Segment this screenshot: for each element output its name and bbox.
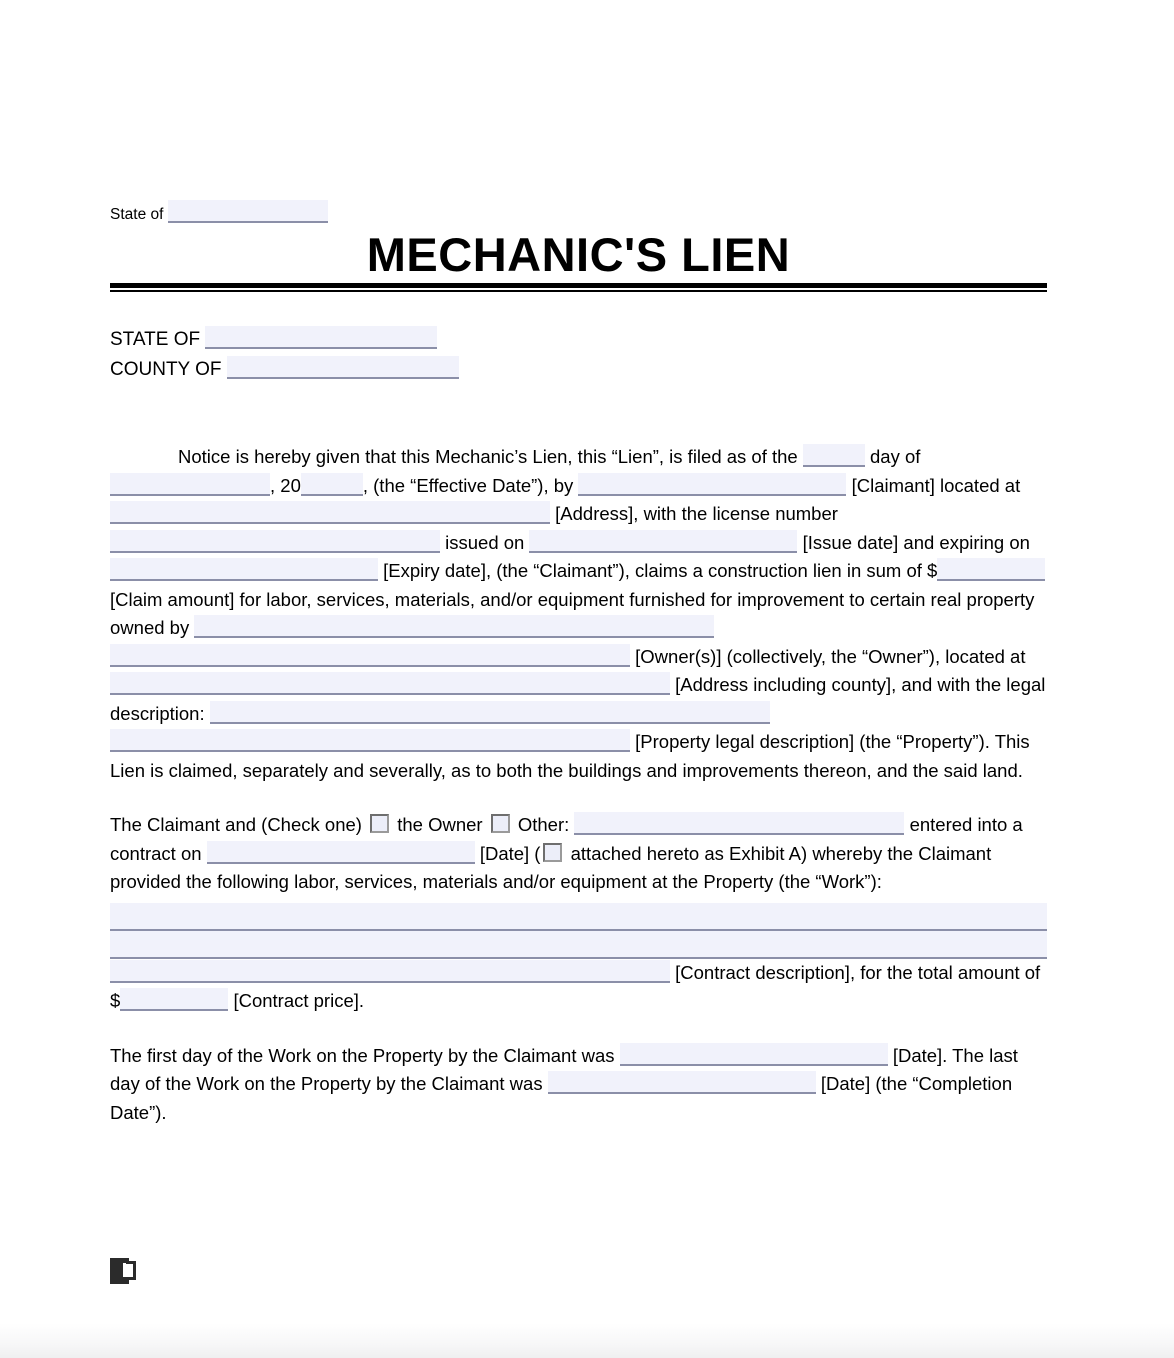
state-of-field-label: STATE OF [110,329,201,350]
page-title: MECHANIC'S LIEN [366,228,791,281]
county-of-input[interactable] [227,356,459,379]
checkbox-owner-label: the Owner [397,814,483,835]
issue-date-field[interactable] [529,530,797,553]
checkbox-owner[interactable] [370,814,389,833]
contract-text-6: [Contract description], for the total amount [675,961,1020,983]
checkbox-exhibit-attached[interactable] [543,843,562,862]
filing-month-field[interactable] [110,473,270,496]
notice-text-13: [Claim amount] for labor, services, materials, and/or equipment furnished for [110,588,733,610]
work-description-lines [110,903,1047,959]
contract-description-paragraph [110,959,1047,1016]
notice-text-8: issued on [445,531,525,553]
notice-text-2: day of [870,446,921,467]
notice-text-16: [Address including county], and with [675,674,971,695]
work-description-line-2[interactable] [110,931,1047,959]
notice-text-17: the legal description: [110,674,1046,724]
owner-name-field[interactable] [194,615,714,638]
contract-paragraph [110,811,1047,897]
owner-address-field[interactable] [110,672,670,695]
contract-text-5: whereby the Claimant provided the following labor, services, materials and/or equipment at the Property (the “Work”): [110,842,992,892]
notice-text-9: [Issue date] and [802,531,935,553]
checkbox-other[interactable] [491,814,510,833]
claimant-name-field[interactable] [578,473,846,496]
contract-text-7: of $ [110,961,1041,1011]
county-of-field-label: COUNTY OF [110,359,222,380]
contract-text-4: attached hereto as Exhibit A) [570,842,808,864]
notice-text-6: at [1004,474,1021,496]
last-work-day-field[interactable] [548,1071,816,1094]
state-of-input[interactable] [205,326,437,349]
owner-name-field-continued[interactable] [110,644,630,667]
notice-text-14: improvement to certain real property owned by [110,588,1035,638]
legal-description-field[interactable] [210,701,770,724]
filing-day-field[interactable] [803,444,865,467]
notice-text-4: , (the “Effective Date”), by [362,474,574,496]
contract-price-field[interactable] [120,988,228,1011]
checkbox-other-label: Other: [517,814,570,835]
other-party-field[interactable] [574,812,904,835]
claim-amount-field[interactable] [937,558,1045,581]
notice-text-11: [Expiry date], (the “Claimant”), claims a construction lien in [383,560,862,581]
contract-text-3: [Date] ( [479,842,541,864]
dates-text-4: [Date] [820,1073,871,1094]
state-of-label: State of [110,206,164,223]
county-of-row [110,355,459,385]
notice-text-19: This Lien is claimed, separately and severally, as to both the buildings and improvements thereon, and the said land. [110,731,1030,781]
notice-text-5: [Claimant] located [851,474,1000,496]
document-body [110,443,1047,1127]
notice-text-7: [Address], with the license number [555,503,838,524]
dates-text-3: The last day of the Work on the Property by the Claimant was [110,1044,1018,1094]
work-dates-paragraph [110,1042,1047,1128]
claimant-address-field[interactable] [110,501,550,524]
state-of-header [110,200,328,225]
first-work-day-field[interactable] [620,1043,888,1066]
divider-thin-rule [110,290,1047,292]
contract-description-field[interactable] [110,960,670,983]
notice-text-15: [Owner(s)] (collectively, the “Owner”), located at [635,645,1026,667]
contract-text-2: entered into a contract on [110,814,1023,864]
license-number-field[interactable] [110,530,440,553]
legal-templates-logo-icon [110,1258,142,1290]
page-bottom-fade [0,1312,1174,1358]
notice-text-18: [Property legal description] (the “Property”). [635,731,990,752]
work-description-line-1[interactable] [110,903,1047,931]
notice-text-10: expiring on [939,531,1030,553]
state-of-field[interactable] [168,200,328,223]
legal-description-field-continued[interactable] [110,729,630,752]
notice-text-12: sum of $ [866,560,938,581]
expiry-date-field[interactable] [110,558,378,581]
state-of-row [110,325,459,355]
dates-text-1: The first day of the Work on the Property by the Claimant was [110,1044,615,1066]
filing-year-field[interactable] [301,473,363,496]
notice-text-1: Notice is hereby given that this Mechanic’s Lien, this “Lien”, is filed as of the [178,446,798,467]
notice-paragraph [110,443,1047,785]
notice-text-3: , 20 [270,474,301,496]
dates-text-2: [Date]. [892,1044,948,1066]
contract-text-1: The Claimant and (Check one) [110,814,362,835]
title-divider [110,283,1047,292]
dates-text-5: (the “Completion Date”). [110,1073,1013,1123]
contract-date-field[interactable] [207,841,475,864]
contract-text-8: [Contract price]. [233,990,365,1011]
jurisdiction-block [110,325,459,385]
